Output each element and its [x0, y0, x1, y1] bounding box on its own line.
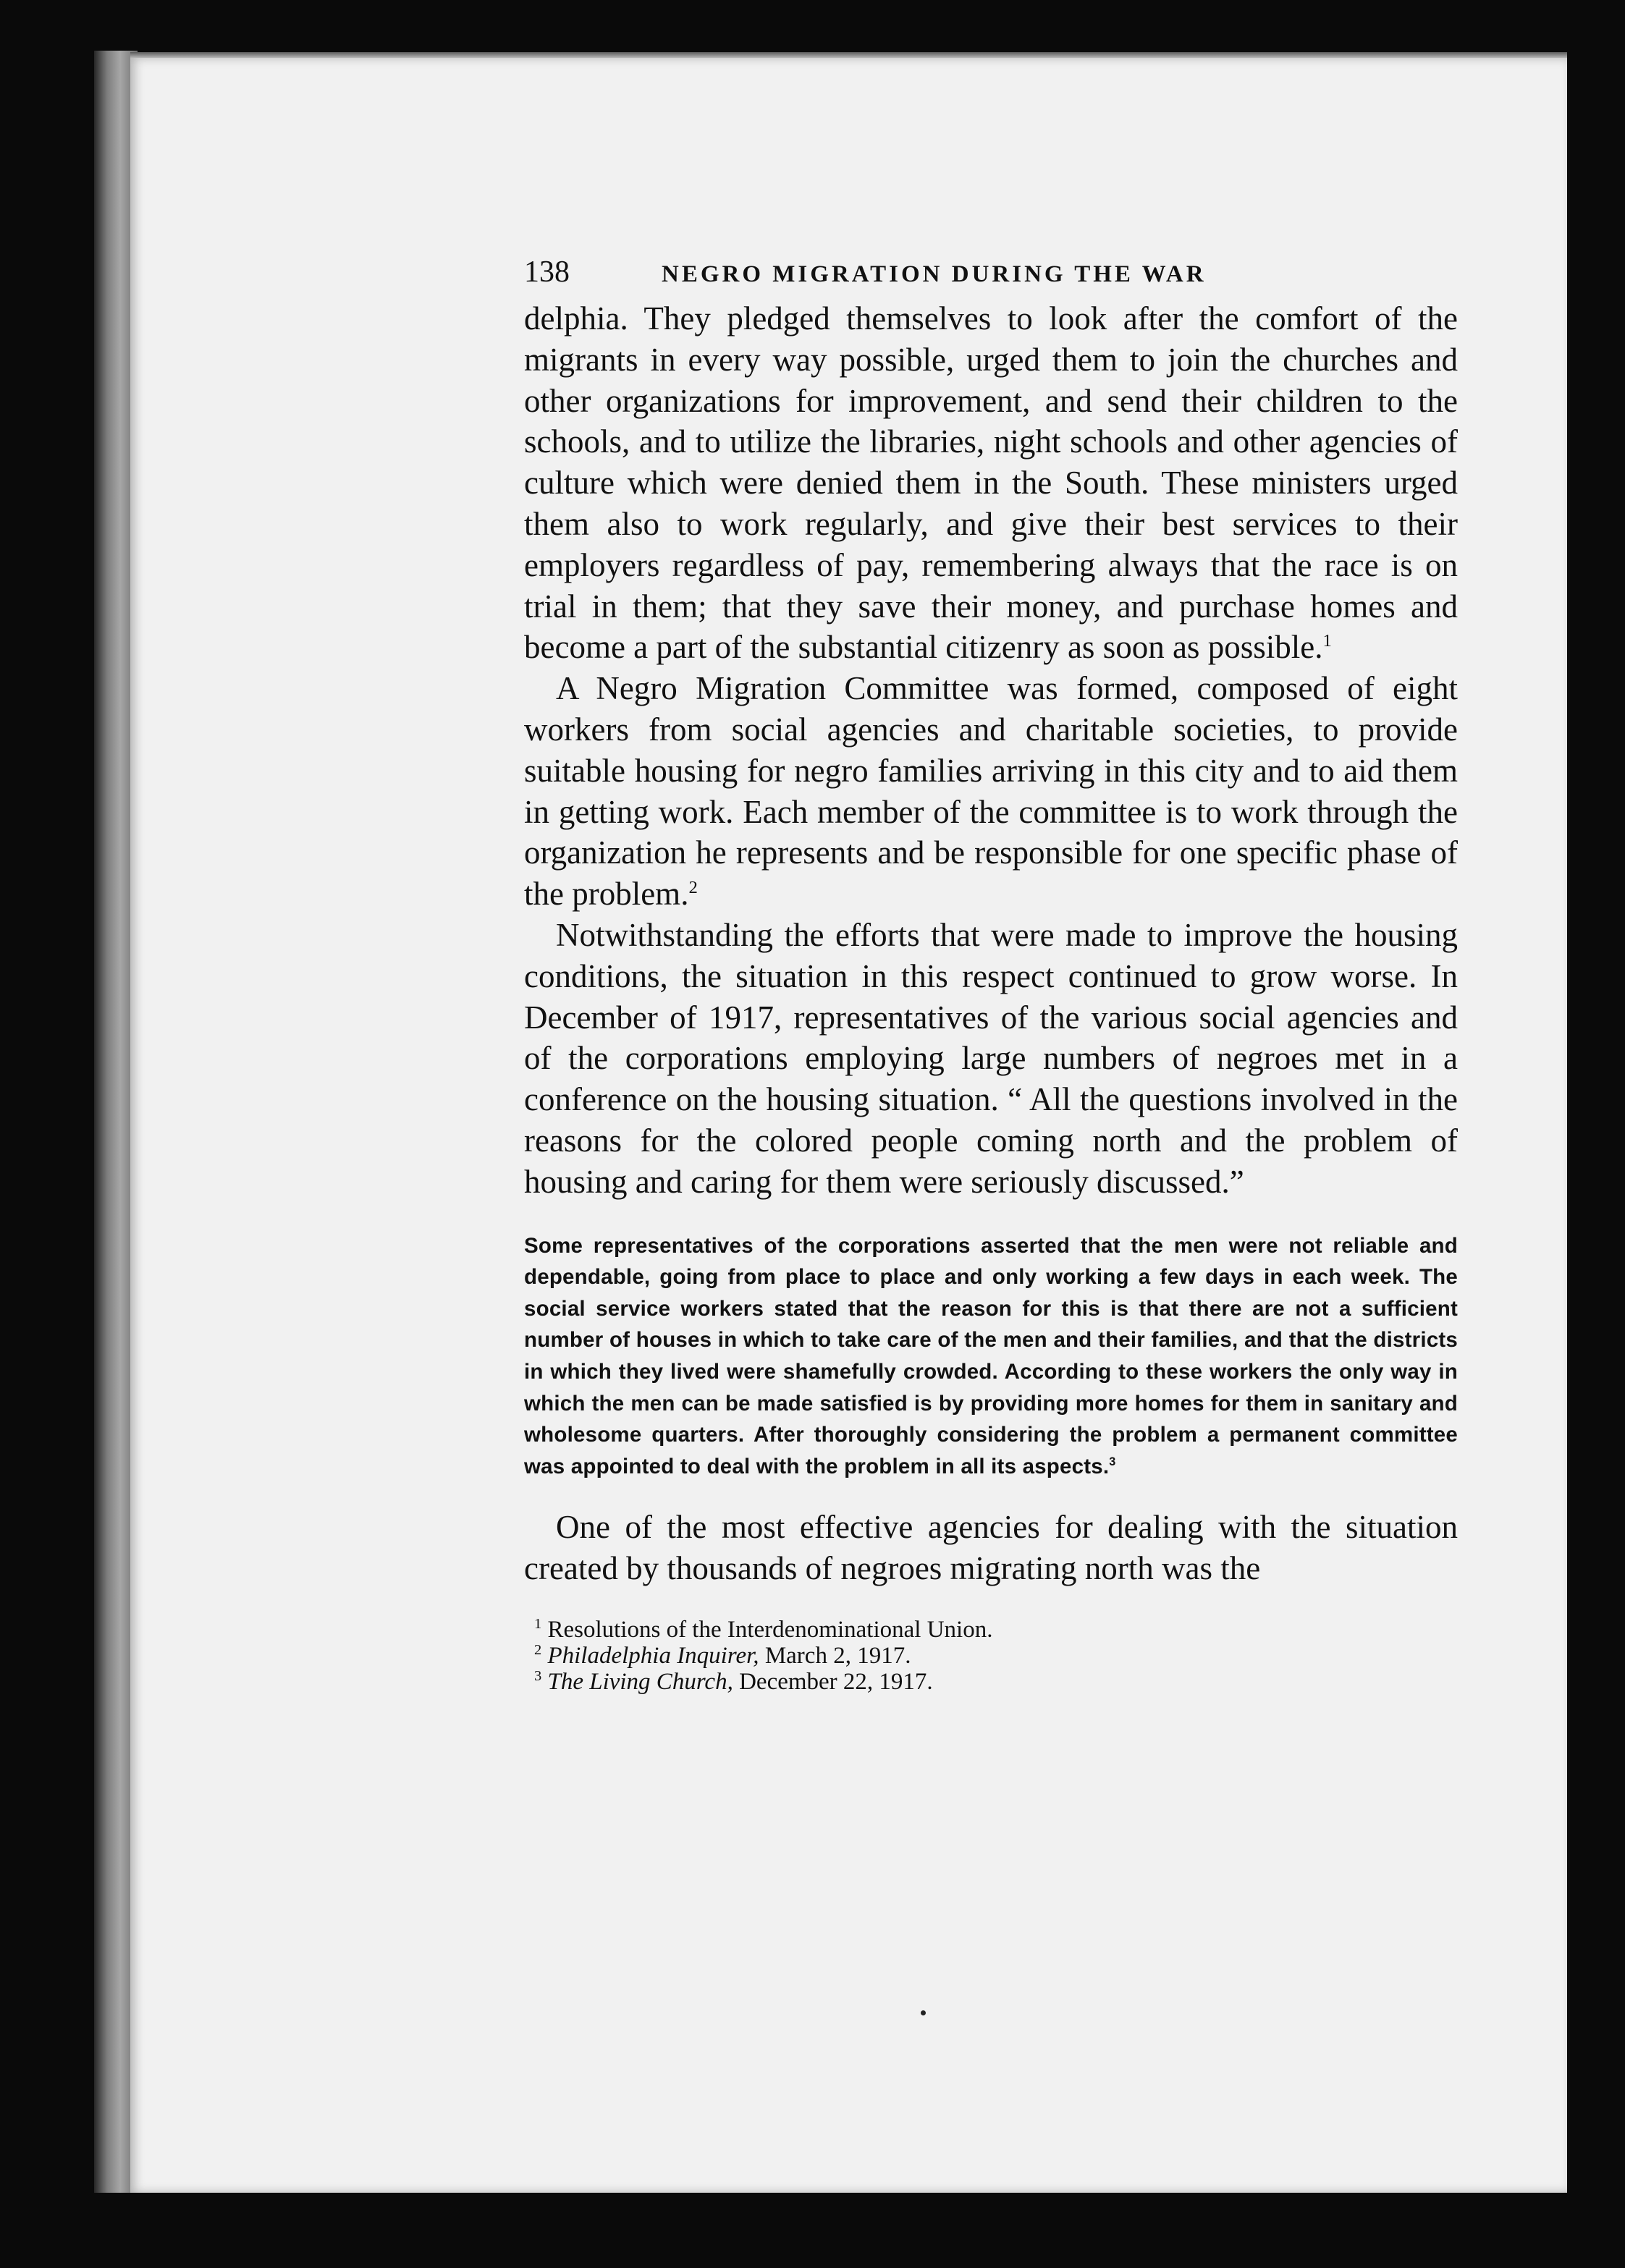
- footnote-ref-1[interactable]: 1: [1322, 631, 1332, 651]
- closing-paragraph: One of the most effective agencies for dealing with the situation created by thousands of negroes migrating north was the: [524, 1509, 1458, 1587]
- page-number: 138: [524, 255, 570, 289]
- paragraph-3: Notwithstanding the efforts that were made to improve the housing conditions, the situation in this respect continued to grow worse. In December of 1917, representatives of the various social agencies and of the corporations employing large numbers of negroes met in a conference on the housing situation. “ All the questions involved in the reasons for the colored people coming north and the problem of housing and caring for them were seriously discussed.”: [524, 916, 1458, 1200]
- footnote-ref-2[interactable]: 2: [688, 878, 698, 898]
- footnote-ref-3[interactable]: 3: [1109, 1455, 1116, 1468]
- running-head: [524, 255, 1458, 298]
- block-quote: Some representatives of the corporations asserted that the men were not reliable and dependable, going from place to place and only working a few days in each week. The social service workers stated that the reason for this is that there are not a sufficient number of houses in which to take care of the men and their families, and that the districts in which they lived were shamefully crowded. According to these workers the only way in which the men can be made satisfied is by providing more homes for them in sanitary and wholesome quarters. After thoroughly considering the problem a permanent committee was appointed to deal with the problem in all its aspects.$^3$: [524, 1233, 1458, 1478]
- footnotes: [524, 1617, 1458, 1695]
- footnote-3: $^3$ The Living Church, December 22, 1917.: [534, 1667, 933, 1695]
- footnote-1: $^1$ Resolutions of the Interdenominational Union.: [534, 1615, 993, 1643]
- text-block: [524, 255, 1458, 1695]
- running-title: NEGRO MIGRATION DURING THE WAR: [662, 261, 1207, 287]
- paragraph-1: delphia. They pledged themselves to look after the comfort of the migrants in every way possible, urged them to join the churches and other organizations for improvement, and send their children to the schools, and to utilize the libraries, night schools and other agencies of culture which were denied them in the South. These ministers urged them also to work regularly, and give their best services to their employers regardless of pay, remembering always that the race is on trial in them; that they save their money, and purchase homes and become a part of the substantial citizenry as soon as possible.$^1$: [524, 300, 1458, 666]
- paragraph-2: A Negro Migration Committee was formed, composed of eight workers from social agencies and charitable societies, to provide suitable housing for negro families arriving in this city and to aid them in getting work. Each member of the committee is to work through the organization he represents and be responsible for one specific phase of the problem.$^2$: [524, 670, 1458, 913]
- footnote-2: $^2$ Philadelphia Inquirer, March 2, 1917.: [534, 1641, 911, 1669]
- speck-mark: [921, 2010, 926, 2015]
